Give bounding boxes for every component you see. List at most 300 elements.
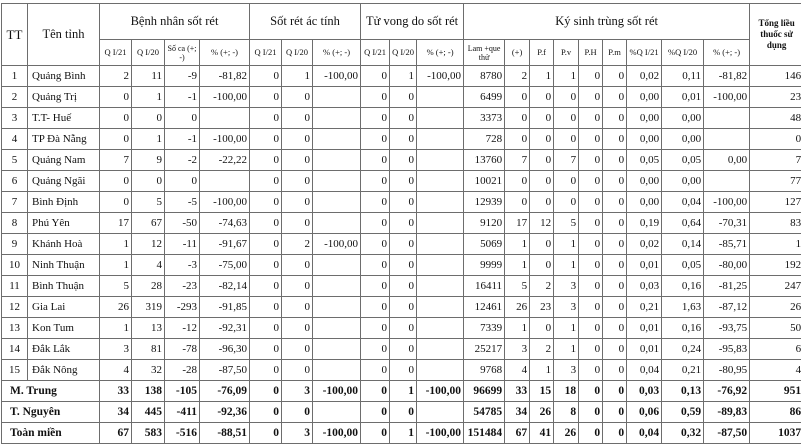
- header-group-severe: Sốt rét ác tính: [250, 4, 361, 40]
- cell-parasite-q120: 0,16: [662, 318, 704, 339]
- cell-severe-pct: [313, 276, 361, 297]
- cell-parasite-pct: [704, 129, 750, 150]
- cell-parasite-q120: 0,64: [662, 213, 704, 234]
- cell-deaths-q120: 0: [390, 234, 417, 255]
- cell-severe-q120: 0: [282, 276, 313, 297]
- cell-parasite-positive: 1: [505, 318, 530, 339]
- cell-severe-pct: [313, 402, 361, 423]
- cell-patients-cases-change: -78: [165, 339, 200, 360]
- header-province: Tên tỉnh: [28, 4, 100, 66]
- cell-patients-q121: 5: [100, 276, 132, 297]
- cell-patients-cases-change: -1: [165, 87, 200, 108]
- cell-summary-name: M. Trung: [2, 381, 100, 402]
- cell-patients-pct: -75,00: [200, 255, 250, 276]
- cell-total-drugs: 26: [750, 297, 801, 318]
- cell-province: Khánh Hoà: [28, 234, 100, 255]
- cell-patients-pct: -92,31: [200, 318, 250, 339]
- cell-deaths-pct: [417, 318, 464, 339]
- cell-patients-pct: -100,00: [200, 129, 250, 150]
- cell-parasite-positive: 1: [505, 255, 530, 276]
- cell-patients-q120: 0: [132, 108, 165, 129]
- cell-deaths-q120: 0: [390, 318, 417, 339]
- cell-parasite-q121: 0,01: [627, 255, 662, 276]
- cell-parasite-pm: 0: [603, 318, 627, 339]
- cell-patients-q121: 1: [100, 234, 132, 255]
- header-parasite-pf: P.f: [530, 40, 554, 66]
- cell-parasite-ph: 0: [579, 213, 603, 234]
- cell-parasite-pct: [704, 108, 750, 129]
- cell-province: Bình Thuận: [28, 276, 100, 297]
- cell-patients-q120: 81: [132, 339, 165, 360]
- cell-deaths-q121: 0: [361, 276, 390, 297]
- cell-parasite-slides: 5069: [464, 234, 505, 255]
- header-severe-q120: Q I/20: [282, 40, 313, 66]
- cell-severe-pct: [313, 255, 361, 276]
- cell-patients-q120: 5: [132, 192, 165, 213]
- cell-severe-pct: [313, 129, 361, 150]
- cell-deaths-pct: [417, 108, 464, 129]
- cell-tt: 13: [2, 318, 28, 339]
- cell-parasite-slides: 96699: [464, 381, 505, 402]
- cell-severe-pct: [313, 108, 361, 129]
- cell-parasite-pf: 0: [530, 192, 554, 213]
- cell-severe-q120: 0: [282, 255, 313, 276]
- cell-deaths-q121: 0: [361, 318, 390, 339]
- cell-parasite-pct: -81,25: [704, 276, 750, 297]
- cell-province: Phú Yên: [28, 213, 100, 234]
- table-row: [2, 213, 801, 234]
- cell-parasite-pv: 3: [554, 276, 579, 297]
- cell-parasite-slides: 6499: [464, 87, 505, 108]
- cell-parasite-pct: -95,83: [704, 339, 750, 360]
- table-row: [2, 360, 801, 381]
- cell-parasite-slides: 16411: [464, 276, 505, 297]
- cell-patients-pct: -91,85: [200, 297, 250, 318]
- cell-parasite-ph: 0: [579, 360, 603, 381]
- cell-parasite-ph: 0: [579, 150, 603, 171]
- cell-deaths-q120: 0: [390, 339, 417, 360]
- cell-deaths-q120: 0: [390, 150, 417, 171]
- cell-deaths-q120: 0: [390, 276, 417, 297]
- cell-parasite-positive: 7: [505, 150, 530, 171]
- cell-parasite-positive: 0: [505, 87, 530, 108]
- cell-patients-q121: 2: [100, 66, 132, 87]
- cell-severe-pct: -100,00: [313, 423, 361, 444]
- cell-deaths-pct: [417, 297, 464, 318]
- cell-province: TP Đà Nẵng: [28, 129, 100, 150]
- cell-severe-q121: 0: [250, 276, 282, 297]
- cell-parasite-pf: 23: [530, 297, 554, 318]
- cell-patients-q121: 67: [100, 423, 132, 444]
- cell-parasite-q120: 0,00: [662, 129, 704, 150]
- cell-parasite-q121: 0,01: [627, 339, 662, 360]
- header-parasite-positive: (+): [505, 40, 530, 66]
- cell-parasite-pm: 0: [603, 423, 627, 444]
- cell-severe-q120: 2: [282, 234, 313, 255]
- cell-province: Ninh Thuận: [28, 255, 100, 276]
- cell-patients-q120: 445: [132, 402, 165, 423]
- cell-severe-pct: [313, 213, 361, 234]
- cell-parasite-pf: 12: [530, 213, 554, 234]
- cell-patients-q120: 0: [132, 171, 165, 192]
- cell-parasite-pv: 0: [554, 87, 579, 108]
- cell-total-drugs: 146: [750, 66, 801, 87]
- header-row-groups: [2, 4, 801, 40]
- cell-parasite-pm: 0: [603, 129, 627, 150]
- cell-patients-q121: 34: [100, 402, 132, 423]
- header-group-deaths: Tử vong do sốt rét: [361, 4, 464, 40]
- cell-parasite-pv: 8: [554, 402, 579, 423]
- table-row: [2, 276, 801, 297]
- cell-province: Quảng Trị: [28, 87, 100, 108]
- cell-parasite-ph: 0: [579, 255, 603, 276]
- cell-parasite-ph: 0: [579, 129, 603, 150]
- cell-parasite-q120: 0,13: [662, 381, 704, 402]
- cell-parasite-positive: 17: [505, 213, 530, 234]
- table-row: [2, 108, 801, 129]
- cell-parasite-pct: -100,00: [704, 87, 750, 108]
- cell-deaths-q121: 0: [361, 108, 390, 129]
- cell-severe-q121: 0: [250, 360, 282, 381]
- cell-severe-q121: 0: [250, 255, 282, 276]
- cell-parasite-q120: 0,05: [662, 150, 704, 171]
- cell-parasite-pv: 1: [554, 318, 579, 339]
- cell-severe-q120: 3: [282, 381, 313, 402]
- cell-patients-q120: 319: [132, 297, 165, 318]
- header-patients-q120: Q I/20: [132, 40, 165, 66]
- cell-patients-cases-change: -9: [165, 66, 200, 87]
- cell-patients-cases-change: -28: [165, 360, 200, 381]
- summary-row: [2, 402, 801, 423]
- cell-severe-q120: 0: [282, 129, 313, 150]
- cell-province: Kon Tum: [28, 318, 100, 339]
- cell-tt: 4: [2, 129, 28, 150]
- cell-parasite-positive: 0: [505, 171, 530, 192]
- cell-patients-q121: 26: [100, 297, 132, 318]
- cell-patients-q121: 0: [100, 129, 132, 150]
- cell-parasite-pv: 0: [554, 192, 579, 213]
- cell-parasite-pf: 41: [530, 423, 554, 444]
- cell-parasite-pv: 5: [554, 213, 579, 234]
- cell-parasite-q121: 0,06: [627, 402, 662, 423]
- cell-patients-q121: 0: [100, 192, 132, 213]
- cell-total-drugs: 951: [750, 381, 801, 402]
- cell-parasite-pf: 0: [530, 87, 554, 108]
- cell-severe-q121: 0: [250, 402, 282, 423]
- cell-severe-pct: -100,00: [313, 66, 361, 87]
- cell-patients-pct: -76,09: [200, 381, 250, 402]
- cell-parasite-slides: 3373: [464, 108, 505, 129]
- cell-parasite-slides: 9768: [464, 360, 505, 381]
- cell-parasite-ph: 0: [579, 108, 603, 129]
- cell-parasite-pf: 2: [530, 276, 554, 297]
- cell-parasite-pv: 0: [554, 129, 579, 150]
- cell-total-drugs: 1037: [750, 423, 801, 444]
- cell-total-drugs: 127: [750, 192, 801, 213]
- cell-parasite-positive: 67: [505, 423, 530, 444]
- cell-parasite-positive: 3: [505, 339, 530, 360]
- cell-parasite-slides: 8780: [464, 66, 505, 87]
- cell-deaths-q121: 0: [361, 171, 390, 192]
- table-row: [2, 255, 801, 276]
- cell-parasite-pf: 2: [530, 339, 554, 360]
- cell-province: Bình Định: [28, 192, 100, 213]
- cell-parasite-ph: 0: [579, 171, 603, 192]
- cell-parasite-pct: [704, 171, 750, 192]
- cell-patients-q120: 32: [132, 360, 165, 381]
- cell-parasite-q120: 0,21: [662, 360, 704, 381]
- cell-tt: 11: [2, 276, 28, 297]
- cell-parasite-pf: 0: [530, 318, 554, 339]
- cell-province: Đắk Lắk: [28, 339, 100, 360]
- cell-severe-pct: [313, 297, 361, 318]
- cell-parasite-pf: 0: [530, 171, 554, 192]
- cell-patients-q121: 33: [100, 381, 132, 402]
- cell-parasite-slides: 9120: [464, 213, 505, 234]
- cell-total-drugs: 83: [750, 213, 801, 234]
- cell-parasite-pv: 0: [554, 108, 579, 129]
- cell-summary-name: T. Nguyên: [2, 402, 100, 423]
- header-parasite-pct: % (+; -): [704, 40, 750, 66]
- cell-parasite-q120: 0,14: [662, 234, 704, 255]
- cell-parasite-slides: 10021: [464, 171, 505, 192]
- cell-patients-q120: 138: [132, 381, 165, 402]
- cell-patients-cases-change: -516: [165, 423, 200, 444]
- cell-severe-q120: 0: [282, 150, 313, 171]
- cell-tt: 8: [2, 213, 28, 234]
- cell-patients-q121: 1: [100, 255, 132, 276]
- cell-parasite-slides: 7339: [464, 318, 505, 339]
- cell-severe-q120: 1: [282, 66, 313, 87]
- cell-severe-q121: 0: [250, 171, 282, 192]
- cell-province: Đắk Nông: [28, 360, 100, 381]
- cell-total-drugs: 50: [750, 318, 801, 339]
- cell-deaths-pct: [417, 171, 464, 192]
- cell-total-drugs: 0: [750, 129, 801, 150]
- cell-parasite-slides: 54785: [464, 402, 505, 423]
- cell-severe-q121: 0: [250, 108, 282, 129]
- cell-patients-pct: -91,67: [200, 234, 250, 255]
- cell-severe-q121: 0: [250, 234, 282, 255]
- cell-patients-cases-change: -1: [165, 129, 200, 150]
- cell-deaths-q120: 1: [390, 381, 417, 402]
- cell-patients-cases-change: -293: [165, 297, 200, 318]
- cell-deaths-pct: [417, 150, 464, 171]
- cell-parasite-pm: 0: [603, 360, 627, 381]
- table-row: [2, 87, 801, 108]
- header-total-drugs: Tổng liều thuốc sử dụng: [750, 4, 801, 66]
- cell-patients-pct: -92,36: [200, 402, 250, 423]
- cell-deaths-q121: 0: [361, 339, 390, 360]
- cell-patients-cases-change: 0: [165, 108, 200, 129]
- cell-parasite-slides: 25217: [464, 339, 505, 360]
- table-row: [2, 297, 801, 318]
- cell-deaths-q120: 1: [390, 423, 417, 444]
- table-row: [2, 192, 801, 213]
- cell-patients-q121: 1: [100, 318, 132, 339]
- cell-parasite-pv: 3: [554, 360, 579, 381]
- cell-parasite-pct: -76,92: [704, 381, 750, 402]
- cell-parasite-pv: 18: [554, 381, 579, 402]
- cell-parasite-pm: 0: [603, 66, 627, 87]
- cell-parasite-pct: -87,50: [704, 423, 750, 444]
- cell-parasite-ph: 0: [579, 402, 603, 423]
- cell-deaths-q121: 0: [361, 213, 390, 234]
- cell-deaths-pct: [417, 402, 464, 423]
- cell-parasite-pct: -70,31: [704, 213, 750, 234]
- cell-parasite-pv: 1: [554, 255, 579, 276]
- cell-parasite-positive: 34: [505, 402, 530, 423]
- cell-deaths-pct: [417, 339, 464, 360]
- cell-patients-q121: 7: [100, 150, 132, 171]
- cell-parasite-q121: 0,21: [627, 297, 662, 318]
- cell-parasite-positive: 33: [505, 381, 530, 402]
- cell-parasite-pv: 1: [554, 66, 579, 87]
- cell-total-drugs: 7: [750, 150, 801, 171]
- cell-deaths-q121: 0: [361, 129, 390, 150]
- cell-severe-q120: 0: [282, 297, 313, 318]
- cell-severe-pct: -100,00: [313, 381, 361, 402]
- cell-parasite-pf: 0: [530, 255, 554, 276]
- cell-deaths-q120: 0: [390, 297, 417, 318]
- cell-parasite-pm: 0: [603, 255, 627, 276]
- cell-severe-q120: 3: [282, 423, 313, 444]
- cell-deaths-pct: [417, 234, 464, 255]
- table-row: [2, 318, 801, 339]
- cell-deaths-pct: [417, 255, 464, 276]
- cell-parasite-q121: 0,03: [627, 381, 662, 402]
- cell-parasite-positive: 1: [505, 234, 530, 255]
- cell-tt: 7: [2, 192, 28, 213]
- cell-parasite-pm: 0: [603, 192, 627, 213]
- cell-parasite-pm: 0: [603, 171, 627, 192]
- cell-patients-pct: -87,50: [200, 360, 250, 381]
- cell-parasite-pv: 1: [554, 339, 579, 360]
- cell-tt: 6: [2, 171, 28, 192]
- cell-parasite-pf: 0: [530, 234, 554, 255]
- header-parasite-ph: P.H: [579, 40, 603, 66]
- cell-deaths-pct: [417, 87, 464, 108]
- cell-deaths-q121: 0: [361, 402, 390, 423]
- cell-total-drugs: 86: [750, 402, 801, 423]
- cell-parasite-pm: 0: [603, 87, 627, 108]
- cell-parasite-positive: 4: [505, 360, 530, 381]
- cell-patients-cases-change: -11: [165, 234, 200, 255]
- cell-parasite-q121: 0,00: [627, 87, 662, 108]
- cell-tt: 12: [2, 297, 28, 318]
- cell-deaths-q121: 0: [361, 381, 390, 402]
- cell-province: Quảng Bình: [28, 66, 100, 87]
- cell-summary-name: Toàn miền: [2, 423, 100, 444]
- table-row: [2, 129, 801, 150]
- cell-parasite-q121: 0,04: [627, 360, 662, 381]
- cell-province: Quảng Ngãi: [28, 171, 100, 192]
- cell-parasite-pm: 0: [603, 381, 627, 402]
- cell-deaths-pct: [417, 129, 464, 150]
- cell-province: Gia Lai: [28, 297, 100, 318]
- cell-patients-q120: 1: [132, 129, 165, 150]
- cell-total-drugs: 23: [750, 87, 801, 108]
- cell-patients-q120: 67: [132, 213, 165, 234]
- cell-parasite-slides: 151484: [464, 423, 505, 444]
- cell-deaths-q121: 0: [361, 423, 390, 444]
- cell-patients-q120: 583: [132, 423, 165, 444]
- cell-severe-q121: 0: [250, 150, 282, 171]
- cell-severe-q120: 0: [282, 171, 313, 192]
- cell-patients-q120: 11: [132, 66, 165, 87]
- header-patients-cases-change: Số ca (+; -): [165, 40, 200, 66]
- cell-patients-q120: 1: [132, 87, 165, 108]
- cell-parasite-q121: 0,00: [627, 192, 662, 213]
- cell-tt: 1: [2, 66, 28, 87]
- cell-parasite-pct: -100,00: [704, 192, 750, 213]
- summary-row: [2, 423, 801, 444]
- cell-severe-q121: 0: [250, 87, 282, 108]
- cell-deaths-pct: [417, 360, 464, 381]
- header-parasite-q120: %Q I/20: [662, 40, 704, 66]
- cell-parasite-positive: 0: [505, 192, 530, 213]
- cell-parasite-ph: 0: [579, 234, 603, 255]
- cell-parasite-pm: 0: [603, 108, 627, 129]
- cell-parasite-pm: 0: [603, 213, 627, 234]
- cell-parasite-pf: 1: [530, 66, 554, 87]
- cell-severe-q120: 0: [282, 213, 313, 234]
- cell-parasite-pct: -87,12: [704, 297, 750, 318]
- cell-patients-cases-change: -50: [165, 213, 200, 234]
- cell-severe-q120: 0: [282, 402, 313, 423]
- header-severe-pct: % (+; -): [313, 40, 361, 66]
- cell-patients-q121: 0: [100, 87, 132, 108]
- table-row: [2, 234, 801, 255]
- cell-parasite-q121: 0,04: [627, 423, 662, 444]
- cell-patients-pct: [200, 171, 250, 192]
- cell-severe-pct: [313, 192, 361, 213]
- cell-patients-q120: 28: [132, 276, 165, 297]
- cell-total-drugs: 192: [750, 255, 801, 276]
- cell-severe-q121: 0: [250, 381, 282, 402]
- cell-patients-pct: [200, 108, 250, 129]
- cell-patients-q120: 9: [132, 150, 165, 171]
- malaria-report-table-container: [1, 3, 799, 444]
- cell-deaths-q121: 0: [361, 192, 390, 213]
- cell-parasite-q120: 0,32: [662, 423, 704, 444]
- cell-parasite-pct: 0,00: [704, 150, 750, 171]
- cell-deaths-q120: 0: [390, 108, 417, 129]
- cell-patients-pct: -96,30: [200, 339, 250, 360]
- cell-patients-q121: 3: [100, 339, 132, 360]
- cell-patients-pct: -82,14: [200, 276, 250, 297]
- cell-parasite-pv: 1: [554, 234, 579, 255]
- header-deaths-q120: Q I/20: [390, 40, 417, 66]
- header-row-subcolumns: [2, 40, 801, 66]
- cell-deaths-q120: 0: [390, 171, 417, 192]
- header-group-patients: Bệnh nhân sốt rét: [100, 4, 250, 40]
- cell-patients-cases-change: -5: [165, 192, 200, 213]
- header-severe-q121: Q I/21: [250, 40, 282, 66]
- cell-severe-q121: 0: [250, 129, 282, 150]
- cell-total-drugs: 6: [750, 339, 801, 360]
- cell-deaths-q120: 0: [390, 129, 417, 150]
- cell-deaths-q120: 0: [390, 360, 417, 381]
- cell-parasite-slides: 12939: [464, 192, 505, 213]
- cell-parasite-pf: 0: [530, 108, 554, 129]
- cell-severe-q121: 0: [250, 297, 282, 318]
- cell-parasite-ph: 0: [579, 297, 603, 318]
- cell-parasite-pv: 7: [554, 150, 579, 171]
- cell-province: T.T- Huế: [28, 108, 100, 129]
- cell-deaths-pct: [417, 213, 464, 234]
- cell-severe-q121: 0: [250, 339, 282, 360]
